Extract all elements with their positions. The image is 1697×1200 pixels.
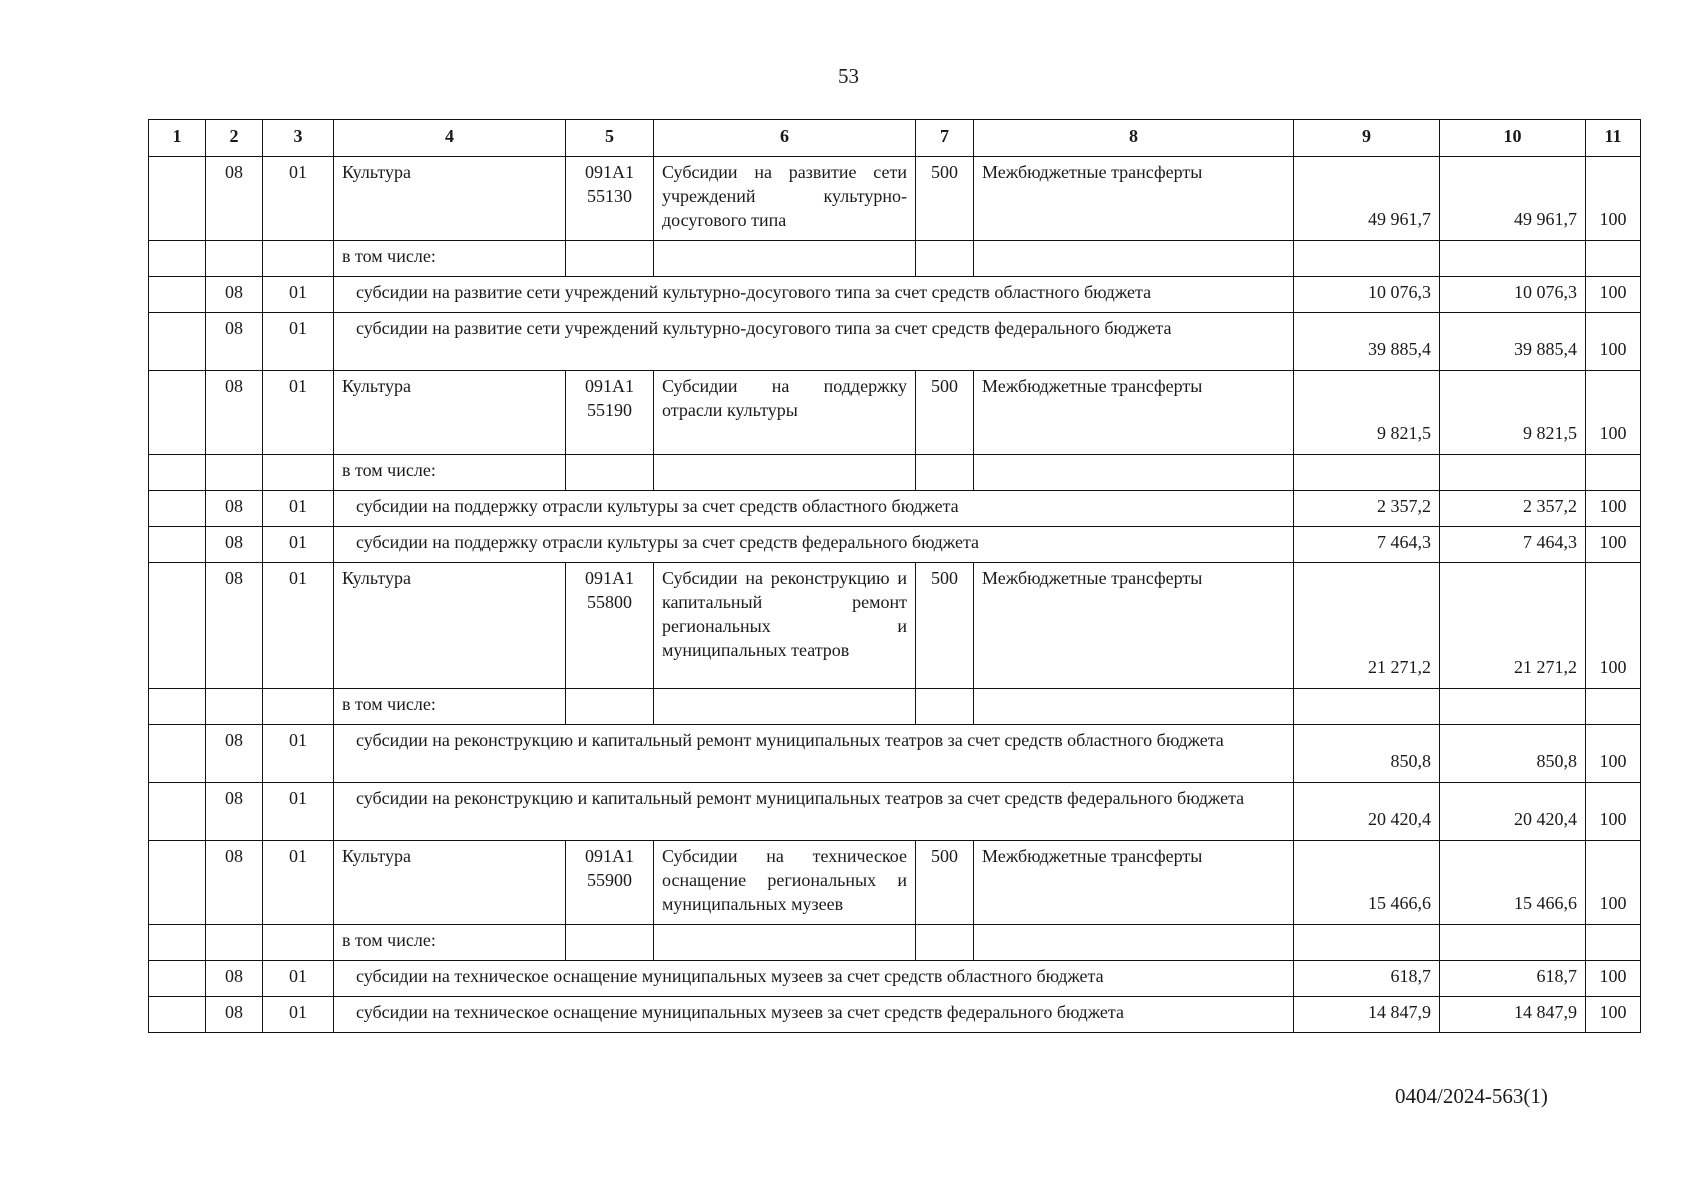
section-cell: 08 <box>206 313 263 371</box>
table-row-subitem <box>149 961 1641 997</box>
expense-type-name-cell: Межбюджетные трансферты <box>974 841 1294 925</box>
subsection-cell: 01 <box>263 313 334 371</box>
header-cell: 2 <box>206 120 263 157</box>
amount-col9-cell: 39 885,4 <box>1294 313 1440 371</box>
subitem-text: субсидии на техническое оснащение муниципальных музеев за счет средств областного бюджета <box>356 966 1104 986</box>
amount-col9-cell: 2 357,2 <box>1294 491 1440 527</box>
expense-type-code-cell: 500 <box>916 371 974 455</box>
empty-cell <box>1586 241 1641 277</box>
table-row-subitem <box>149 997 1641 1033</box>
target-article-line: 091A1 <box>585 846 634 866</box>
expense-type-name-cell: Межбюджетные трансферты <box>974 157 1294 241</box>
header-cell: 10 <box>1440 120 1586 157</box>
amount-col9-cell: 14 847,9 <box>1294 997 1440 1033</box>
header-cell: 6 <box>654 120 916 157</box>
section-cell: 08 <box>206 371 263 455</box>
col1-cell <box>149 841 206 925</box>
empty-cell <box>974 241 1294 277</box>
table-row-subitem <box>149 277 1641 313</box>
percent-cell: 100 <box>1586 313 1641 371</box>
header-cell: 8 <box>974 120 1294 157</box>
subitem-text: субсидии на поддержку отрасли культуры за счет средств федерального бюджета <box>356 532 980 552</box>
col1-cell <box>149 313 206 371</box>
empty-cell <box>1440 925 1586 961</box>
col1-cell <box>149 689 206 725</box>
section-cell <box>206 925 263 961</box>
section-cell: 08 <box>206 997 263 1033</box>
header-cell: 9 <box>1294 120 1440 157</box>
empty-cell <box>974 925 1294 961</box>
expense-type-code-cell: 500 <box>916 841 974 925</box>
subsection-cell <box>263 455 334 491</box>
section-cell: 08 <box>206 491 263 527</box>
col1-cell <box>149 961 206 997</box>
subitem-description-cell <box>334 997 1294 1033</box>
section-cell: 08 <box>206 961 263 997</box>
header-cell: 7 <box>916 120 974 157</box>
name-cell: Культура <box>334 563 566 689</box>
percent-cell: 100 <box>1586 563 1641 689</box>
col1-cell <box>149 157 206 241</box>
percent-cell: 100 <box>1586 725 1641 783</box>
header-cell: 1 <box>149 120 206 157</box>
name-cell: Культура <box>334 841 566 925</box>
name-cell: Культура <box>334 371 566 455</box>
subitem-text: субсидии на поддержку отрасли культуры за счет средств областного бюджета <box>356 496 959 516</box>
col1-cell <box>149 725 206 783</box>
col1-cell <box>149 997 206 1033</box>
amount-col9-cell: 49 961,7 <box>1294 157 1440 241</box>
header-cell: 5 <box>566 120 654 157</box>
subitem-description-cell <box>334 783 1294 841</box>
amount-col9-cell: 9 821,5 <box>1294 371 1440 455</box>
header-cell: 3 <box>263 120 334 157</box>
empty-cell <box>1294 241 1440 277</box>
target-article-line: 55800 <box>587 592 632 612</box>
section-cell: 08 <box>206 841 263 925</box>
subitem-text: субсидии на реконструкцию и капитальный ремонт муниципальных театров за счет средств областного бюджета <box>356 730 1224 750</box>
subitem-description-cell <box>334 277 1294 313</box>
amount-col10-cell: 21 271,2 <box>1440 563 1586 689</box>
subsection-cell: 01 <box>263 997 334 1033</box>
amount-col10-cell: 49 961,7 <box>1440 157 1586 241</box>
subsection-cell <box>263 925 334 961</box>
amount-col10-cell: 15 466,6 <box>1440 841 1586 925</box>
amount-col10-cell: 7 464,3 <box>1440 527 1586 563</box>
header-row <box>149 120 1641 157</box>
percent-cell: 100 <box>1586 841 1641 925</box>
section-cell: 08 <box>206 527 263 563</box>
percent-cell: 100 <box>1586 527 1641 563</box>
col1-cell <box>149 925 206 961</box>
description-cell: Субсидии на техническое оснащение региональных и муниципальных музеев <box>654 841 916 925</box>
amount-col10-cell: 2 357,2 <box>1440 491 1586 527</box>
col1-cell <box>149 491 206 527</box>
empty-cell <box>916 455 974 491</box>
table-row-subitem <box>149 491 1641 527</box>
amount-col10-cell: 10 076,3 <box>1440 277 1586 313</box>
subsection-cell: 01 <box>263 491 334 527</box>
target-article-cell <box>566 841 654 925</box>
subsection-cell: 01 <box>263 371 334 455</box>
target-article-cell <box>566 563 654 689</box>
table-row-item <box>149 563 1641 689</box>
subsection-cell: 01 <box>263 961 334 997</box>
empty-cell <box>1294 925 1440 961</box>
percent-cell: 100 <box>1586 277 1641 313</box>
amount-col9-cell: 15 466,6 <box>1294 841 1440 925</box>
including-label: в том числе: <box>334 241 566 277</box>
empty-cell <box>974 689 1294 725</box>
expense-type-code-cell: 500 <box>916 563 974 689</box>
table-row-subitem <box>149 725 1641 783</box>
empty-cell <box>1440 241 1586 277</box>
expense-type-code-cell: 500 <box>916 157 974 241</box>
table-row-subitem <box>149 783 1641 841</box>
amount-col10-cell: 14 847,9 <box>1440 997 1586 1033</box>
subsection-cell: 01 <box>263 527 334 563</box>
table-row-including <box>149 925 1641 961</box>
percent-cell: 100 <box>1586 997 1641 1033</box>
header-cell: 11 <box>1586 120 1641 157</box>
including-label: в том числе: <box>334 689 566 725</box>
subsection-cell <box>263 689 334 725</box>
col1-cell <box>149 455 206 491</box>
amount-col10-cell: 20 420,4 <box>1440 783 1586 841</box>
target-article-line: 091A1 <box>585 162 634 182</box>
col1-cell <box>149 277 206 313</box>
header-cell: 4 <box>334 120 566 157</box>
table-row-subitem <box>149 313 1641 371</box>
table-row-including <box>149 241 1641 277</box>
empty-cell <box>916 241 974 277</box>
empty-cell <box>566 925 654 961</box>
empty-cell <box>916 925 974 961</box>
description-cell: Субсидии на развитие сети учреждений культурно-досугового типа <box>654 157 916 241</box>
table-row-item <box>149 841 1641 925</box>
target-article-line: 55900 <box>587 870 632 890</box>
empty-cell <box>654 241 916 277</box>
empty-cell <box>1294 455 1440 491</box>
subitem-text: субсидии на развитие сети учреждений культурно-досугового типа за счет средств областного бюджета <box>356 282 1152 302</box>
amount-col10-cell: 9 821,5 <box>1440 371 1586 455</box>
percent-cell: 100 <box>1586 157 1641 241</box>
budget-table <box>148 119 1641 1033</box>
section-cell: 08 <box>206 563 263 689</box>
subsection-cell: 01 <box>263 277 334 313</box>
col1-cell <box>149 527 206 563</box>
percent-cell: 100 <box>1586 783 1641 841</box>
empty-cell <box>1586 455 1641 491</box>
percent-cell: 100 <box>1586 491 1641 527</box>
name-cell: Культура <box>334 157 566 241</box>
including-label: в том числе: <box>334 925 566 961</box>
section-cell <box>206 241 263 277</box>
empty-cell <box>1440 455 1586 491</box>
subitem-description-cell <box>334 491 1294 527</box>
amount-col9-cell: 618,7 <box>1294 961 1440 997</box>
amount-col9-cell: 7 464,3 <box>1294 527 1440 563</box>
subsection-cell: 01 <box>263 563 334 689</box>
col1-cell <box>149 563 206 689</box>
subitem-text: субсидии на развитие сети учреждений культурно-досугового типа за счет средств федерального бюджета <box>356 318 1172 338</box>
target-article-line: 091A1 <box>585 568 634 588</box>
subitem-description-cell <box>334 313 1294 371</box>
col1-cell <box>149 241 206 277</box>
table-row-including <box>149 455 1641 491</box>
amount-col9-cell: 20 420,4 <box>1294 783 1440 841</box>
empty-cell <box>654 455 916 491</box>
subsection-cell: 01 <box>263 157 334 241</box>
section-cell <box>206 455 263 491</box>
document-code: 0404/2024-563(1) <box>1395 1084 1548 1108</box>
empty-cell <box>566 241 654 277</box>
subsection-cell: 01 <box>263 841 334 925</box>
percent-cell: 100 <box>1586 371 1641 455</box>
col1-cell <box>149 371 206 455</box>
target-article-line: 091A1 <box>585 376 634 396</box>
table-row-item <box>149 157 1641 241</box>
target-article-line: 55190 <box>587 400 632 420</box>
target-article-line: 55130 <box>587 186 632 206</box>
amount-col9-cell: 10 076,3 <box>1294 277 1440 313</box>
target-article-cell <box>566 371 654 455</box>
subsection-cell: 01 <box>263 783 334 841</box>
description-cell: Субсидии на реконструкцию и капитальный ремонт региональных и муниципальных театров <box>654 563 916 689</box>
empty-cell <box>1294 689 1440 725</box>
page-number: 53 <box>838 64 859 88</box>
target-article-cell <box>566 157 654 241</box>
empty-cell <box>1586 925 1641 961</box>
empty-cell <box>1440 689 1586 725</box>
amount-col10-cell: 39 885,4 <box>1440 313 1586 371</box>
empty-cell <box>566 455 654 491</box>
empty-cell <box>654 925 916 961</box>
table-row-including <box>149 689 1641 725</box>
subitem-description-cell <box>334 725 1294 783</box>
percent-cell: 100 <box>1586 961 1641 997</box>
section-cell: 08 <box>206 277 263 313</box>
subitem-description-cell <box>334 527 1294 563</box>
subitem-text: субсидии на техническое оснащение муниципальных музеев за счет средств федерального бюджета <box>356 1002 1124 1022</box>
section-cell: 08 <box>206 157 263 241</box>
amount-col10-cell: 850,8 <box>1440 725 1586 783</box>
subsection-cell <box>263 241 334 277</box>
subitem-description-cell <box>334 961 1294 997</box>
table-row-item <box>149 371 1641 455</box>
including-label: в том числе: <box>334 455 566 491</box>
expense-type-name-cell: Межбюджетные трансферты <box>974 371 1294 455</box>
amount-col9-cell: 21 271,2 <box>1294 563 1440 689</box>
empty-cell <box>916 689 974 725</box>
section-cell <box>206 689 263 725</box>
col1-cell <box>149 783 206 841</box>
table-row-subitem <box>149 527 1641 563</box>
empty-cell <box>654 689 916 725</box>
subitem-text: субсидии на реконструкцию и капитальный ремонт муниципальных театров за счет средств федерального бюджета <box>356 788 1245 808</box>
empty-cell <box>1586 689 1641 725</box>
subsection-cell: 01 <box>263 725 334 783</box>
empty-cell <box>566 689 654 725</box>
section-cell: 08 <box>206 783 263 841</box>
expense-type-name-cell: Межбюджетные трансферты <box>974 563 1294 689</box>
description-cell: Субсидии на поддержку отрасли культуры <box>654 371 916 455</box>
amount-col10-cell: 618,7 <box>1440 961 1586 997</box>
empty-cell <box>974 455 1294 491</box>
amount-col9-cell: 850,8 <box>1294 725 1440 783</box>
section-cell: 08 <box>206 725 263 783</box>
